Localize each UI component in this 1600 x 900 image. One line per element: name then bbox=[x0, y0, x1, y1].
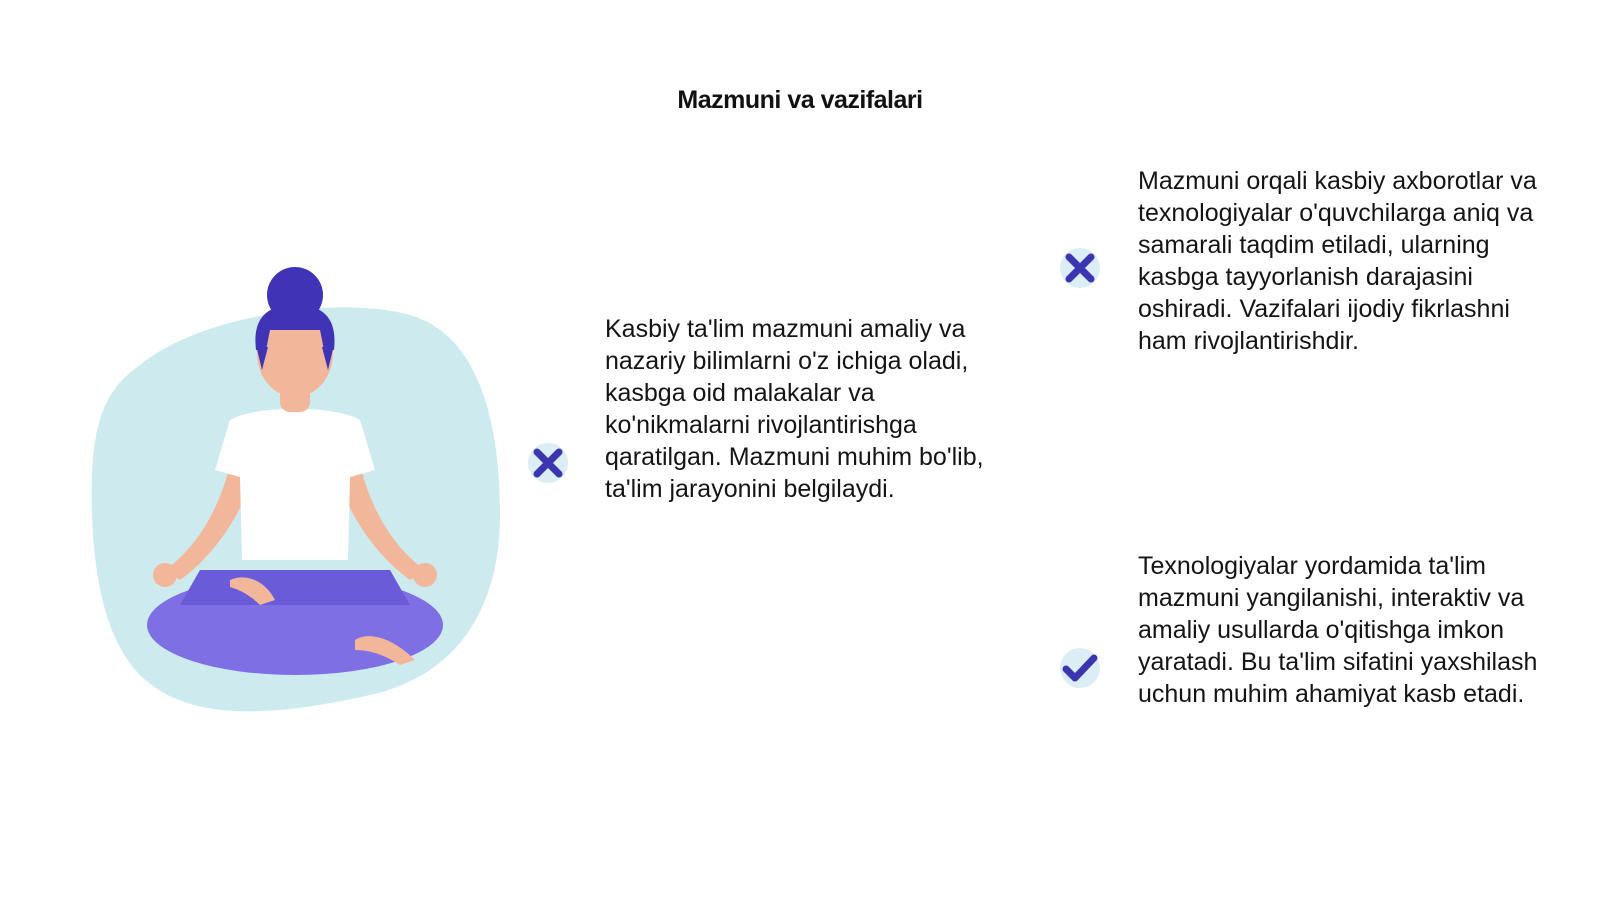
item-text: Texnologiyalar yordamida ta'lim mazmuni yangilanishi, interaktiv va amaliy usullarda o'qitishga imkon yaratadi. Bu ta'lim sifatini yaxshilash uchun muhim ahamiyat kasb etadi. bbox=[1138, 552, 1538, 708]
cross-icon bbox=[525, 440, 571, 486]
check-icon bbox=[1057, 645, 1103, 691]
cross-icon bbox=[1057, 245, 1103, 291]
meditation-illustration bbox=[80, 255, 530, 735]
slide-title: Mazmuni va vazifalari bbox=[677, 86, 923, 114]
item-text: Kasbiy ta'lim mazmuni amaliy va nazariy bilimlarni o'z ichiga oladi, kasbga oid malakalar va ko'nikmalarni rivojlantirishga qaratilgan. Mazmuni muhim bo'lib, ta'lim jarayonini belgilaydi. bbox=[605, 315, 984, 503]
item-text: Mazmuni orqali kasbiy axborotlar va texnologiyalar o'quvchilarga aniq va samarali taqdim etiladi, ularning kasbga tayyorlanish darajasini oshiradi. Vazifalari ijodiy fikrlashni ham rivojlantirishdir. bbox=[1138, 167, 1537, 355]
